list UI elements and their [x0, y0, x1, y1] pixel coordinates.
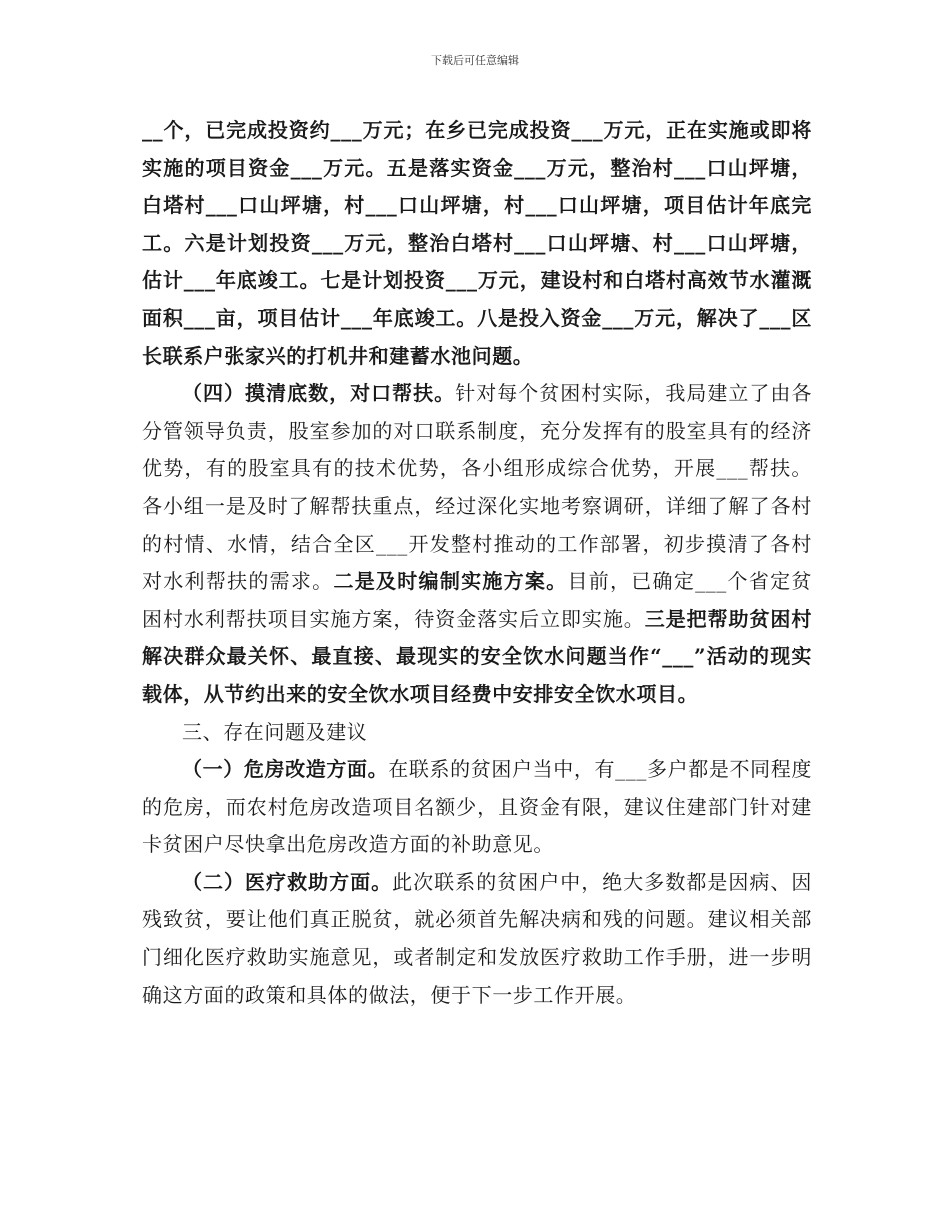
paragraph-heading: （四）摸清底数，对口帮扶。 [182, 381, 456, 406]
paragraph-medical-aid [142, 864, 812, 1014]
paragraph-emphasis: 三是把帮助贫困村解决群众最关怀、最直接、最现实的安全饮水问题当作“___”活动的现实载体，从节约出来的安全饮水项目经费中安排安全饮水项目。 [142, 606, 812, 706]
paragraph-text: __个，已完成投资约___万元；在乡已完成投资___万元，正在实施或即将实施的项目资金___万元。五是落实资金___万元，整治村___口山坪塘，白塔村___口山坪塘，村___口山坪塘，村___口山坪塘，项目估计年底完工。六是计划投资___万元，整治白塔村___口山坪塘、村___口山坪塘，估计___年底竣工。七是计划投资___万元，建设村和白塔村高效节水灌溉面积___亩，项目估计___年底竣工。八是投入资金___万元，解决了___区长联系户张家兴的打机井和建蓄水池问题。 [142, 118, 812, 368]
paragraph-emphasis: 二是及时编制实施方案。 [333, 569, 568, 594]
paragraph-heading: （一）危房改造方面。 [182, 757, 389, 782]
paragraph-text: 此次联系的贫困户中，绝大多数都是因病、因残致贫，要让他们真正脱贫，就必须首先解决病和残的问题。建议相关部门细化医疗救助实施意见，或者制定和发放医疗救助工作手册，进一步明确这方面的政策和具体的做法，便于下一步工作开展。 [142, 869, 813, 1007]
section-title: 三、存在问题及建议 [182, 719, 368, 744]
page-header: 下载后可任意编辑 [431, 54, 519, 67]
paragraph-heading: （二）医疗救助方面。 [182, 869, 393, 894]
paragraph-housing-renovation [142, 751, 812, 864]
section-heading-problems [142, 714, 812, 752]
paragraph-text: 在联系的贫困户当中，有___多户都是不同程度的危房，而农村危房改造项目名额少，且资金有限，建议住建部门针对建卡贫困户尽快拿出危房改造方面的补助意见。 [142, 757, 813, 857]
paragraph-text: 目前，已确定___个省定贫困村水利帮扶项目实施方案，待资金落实后立即实施。 [142, 569, 812, 631]
paragraph-targeted-assistance [142, 375, 812, 713]
document-body [142, 112, 812, 1014]
paragraph-text: 针对每个贫困村实际，我局建立了由各分管领导负责，股室参加的对口联系制度，充分发挥有的股室具有的经济优势，有的股室具有的技术优势，各小组形成综合优势，开展___帮扶。各小组一是及时了解帮扶重点，经过深化实地考察调研，详细了解了各村的村情、水情，结合全区___开发整村推动的工作部署，初步摸清了各村对水利帮扶的需求。 [142, 381, 812, 594]
paragraph-investment-summary [142, 112, 812, 375]
